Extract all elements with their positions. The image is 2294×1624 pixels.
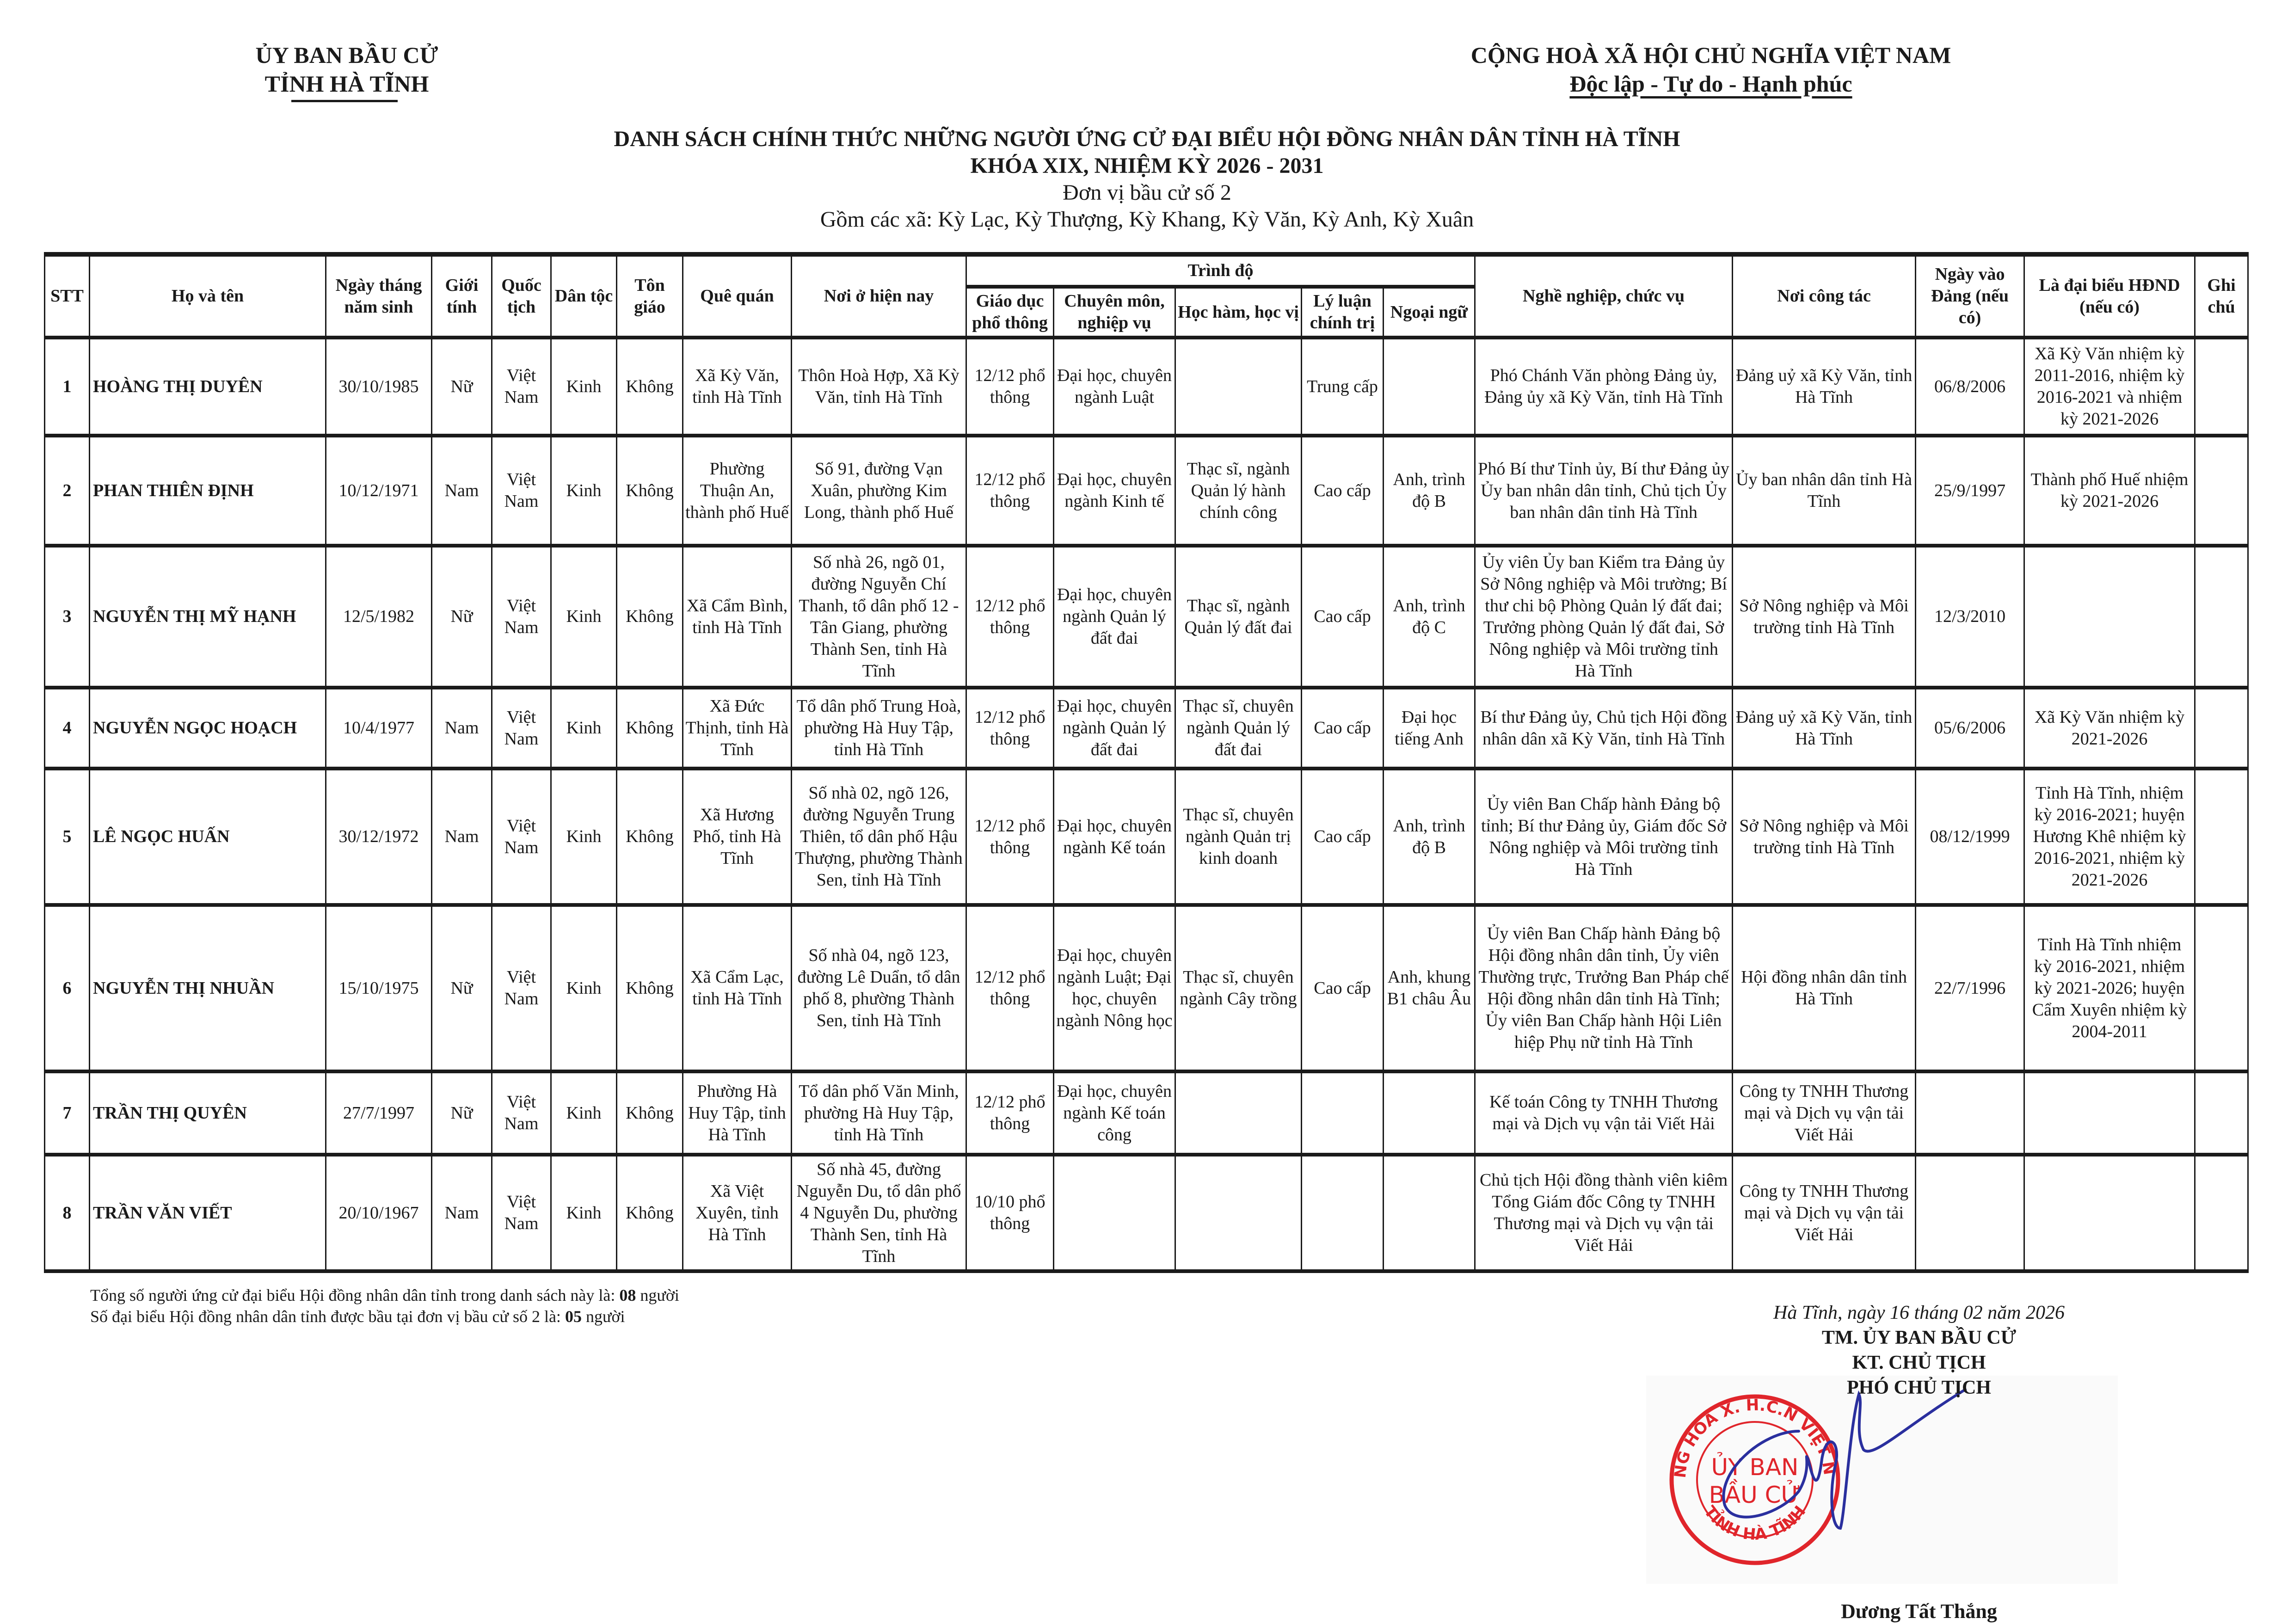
- cell-gender: Nữ: [432, 905, 492, 1071]
- cell-dob: 20/10/1967: [326, 1155, 432, 1271]
- seats-count: 05: [565, 1307, 582, 1326]
- col-hdnd: Là đại biểu HĐND (nếu có): [2024, 254, 2195, 338]
- cell-language: [1384, 338, 1475, 436]
- cell-residence: Số nhà 04, ngõ 123, đường Lê Duẩn, tổ dân phố 8, phường Thành Sen, tỉnh Hà Tĩnh: [792, 905, 966, 1071]
- col-note: Ghi chú: [2195, 254, 2248, 338]
- cell-dob: 30/12/1972: [326, 769, 432, 905]
- cell-gender: Nam: [432, 688, 492, 769]
- cell-note: [2195, 1155, 2248, 1271]
- cell-professional: Đại học, chuyên ngành Luật: [1054, 338, 1175, 436]
- col-workplace: Nơi công tác: [1733, 254, 1916, 338]
- cell-hdnd: [2024, 1071, 2195, 1155]
- cell-degree: Thạc sĩ, chuyên ngành Cây trồng: [1175, 905, 1302, 1071]
- cell-party-date: 22/7/1996: [1916, 905, 2024, 1071]
- cell-workplace: Công ty TNHH Thương mại và Dịch vụ vận tải Viết Hải: [1733, 1155, 1916, 1271]
- svg-text:BẦU CỬ: BẦU CỬ: [1709, 1482, 1801, 1508]
- table-row: [45, 1071, 2248, 1155]
- cell-note: [2195, 688, 2248, 769]
- cell-professional: Đại học, chuyên ngành Quản lý đất đai: [1054, 546, 1175, 688]
- cell-hdnd: Tỉnh Hà Tĩnh nhiệm kỳ 2016-2021, nhiệm kỳ 2021-2026; huyện Cẩm Xuyên nhiệm kỳ 2004-2011: [2024, 905, 2195, 1071]
- cell-nationality: Việt Nam: [492, 546, 551, 688]
- cell-workplace: Đảng uỷ xã Kỳ Văn, tỉnh Hà Tĩnh: [1733, 688, 1916, 769]
- cell-religion: Không: [617, 546, 683, 688]
- motto: Độc lập - Tự do - Hạnh phúc: [1569, 71, 1852, 97]
- table-row: [45, 688, 2248, 769]
- cell-gender: Nữ: [432, 338, 492, 436]
- cell-ethnicity: Kinh: [551, 1071, 617, 1155]
- col-gender: Giới tính: [432, 254, 492, 338]
- cell-religion: Không: [617, 905, 683, 1071]
- cell-hometown: Xã Cẩm Lạc, tỉnh Hà Tĩnh: [683, 905, 792, 1071]
- col-nationality: Quốc tịch: [492, 254, 551, 338]
- cell-general-edu: 12/12 phổ thông: [966, 688, 1054, 769]
- document-title: [0, 126, 2294, 233]
- cell-stt: 6: [45, 905, 90, 1071]
- col-party-date: Ngày vào Đảng (nếu có): [1916, 254, 2024, 338]
- cell-workplace: Sở Nông nghiệp và Môi trường tỉnh Hà Tĩnh: [1733, 546, 1916, 688]
- col-name: Họ và tên: [90, 254, 326, 338]
- col-professional: Chuyên môn, nghiệp vụ: [1054, 287, 1175, 338]
- cell-religion: Không: [617, 338, 683, 436]
- candidate-table: [44, 252, 2249, 1273]
- col-degree: Học hàm, học vị: [1175, 287, 1302, 338]
- country-name: CỘNG HOÀ XÃ HỘI CHỦ NGHĨA VIỆT NAM: [1470, 42, 1951, 68]
- svg-text:CỘNG HÒA X. H.C.N VIỆT NAM: NG HÒA X. H.C.N VIỆT N: [1671, 1396, 1839, 1479]
- cell-language: Đại học tiếng Anh: [1384, 688, 1475, 769]
- cell-hdnd: Thành phố Huế nhiệm kỳ 2021-2026: [2024, 436, 2195, 546]
- title-line2: KHÓA XIX, NHIỆM KỲ 2026 - 2031: [970, 154, 1324, 178]
- cell-nationality: Việt Nam: [492, 1155, 551, 1271]
- authority-underline: [291, 100, 398, 102]
- table-row: [45, 436, 2248, 546]
- signing-date: Hà Tĩnh, ngày 16 tháng 02 năm 2026: [1773, 1302, 2065, 1323]
- cell-occupation: Ủy viên Ban Chấp hành Đảng bộ tỉnh; Bí thư Đảng ủy, Giám đốc Sở Nông nghiệp và Môi trường tỉnh Hà Tĩnh: [1475, 769, 1733, 905]
- cell-stt: 7: [45, 1071, 90, 1155]
- table-row: [45, 546, 2248, 688]
- cell-ethnicity: Kinh: [551, 769, 617, 905]
- cell-party-date: [1916, 1071, 2024, 1155]
- cell-residence: Tổ dân phố Trung Hoà, phường Hà Huy Tập, tỉnh Hà Tĩnh: [792, 688, 966, 769]
- cell-name: LÊ NGỌC HUẤN: [90, 769, 326, 905]
- table-row: [45, 905, 2248, 1071]
- authority-line1: ỦY BAN BẦU CỬ: [255, 42, 438, 68]
- cell-language: Anh, trình độ B: [1384, 769, 1475, 905]
- cell-political: Trung cấp: [1302, 338, 1384, 436]
- national-motto: [1410, 41, 2011, 98]
- cell-name: HOÀNG THỊ DUYÊN: [90, 338, 326, 436]
- cell-political: Cao cấp: [1302, 769, 1384, 905]
- cell-nationality: Việt Nam: [492, 1071, 551, 1155]
- cell-hdnd: [2024, 546, 2195, 688]
- cell-hdnd: Xã Kỳ Văn nhiệm kỳ 2021-2026: [2024, 688, 2195, 769]
- cell-general-edu: 10/10 phổ thông: [966, 1155, 1054, 1271]
- cell-hdnd: [2024, 1155, 2195, 1271]
- table-row: [45, 769, 2248, 905]
- col-occupation: Nghề nghiệp, chức vụ: [1475, 254, 1733, 338]
- cell-hdnd: Tỉnh Hà Tĩnh, nhiệm kỳ 2016-2021; huyện Hương Khê nhiệm kỳ 2016-2021, nhiệm kỳ 2021-2026: [2024, 769, 2195, 905]
- cell-professional: Đại học, chuyên ngành Kinh tế: [1054, 436, 1175, 546]
- cell-degree: Thạc sĩ, ngành Quản lý hành chính công: [1175, 436, 1302, 546]
- cell-residence: Tổ dân phố Văn Minh, phường Hà Huy Tập, tỉnh Hà Tĩnh: [792, 1071, 966, 1155]
- cell-occupation: Ủy viên Ủy ban Kiểm tra Đảng ủy Sở Nông nghiệp và Môi trường; Bí thư chi bộ Phòng Quản lý đất đai; Trưởng phòng Quản lý đất đai, Sở Nông nghiệp và Môi trường tỉnh Hà Tĩnh: [1475, 546, 1733, 688]
- total-candidates: 08: [619, 1286, 636, 1304]
- cell-residence: Thôn Hoà Hợp, Xã Kỳ Văn, tỉnh Hà Tĩnh: [792, 338, 966, 436]
- signer-name: Dương Tất Thắng: [1841, 1600, 1997, 1623]
- cell-name: TRẦN THỊ QUYÊN: [90, 1071, 326, 1155]
- cell-name: NGUYỄN THỊ NHUẦN: [90, 905, 326, 1071]
- cell-dob: 10/12/1971: [326, 436, 432, 546]
- cell-hometown: Phường Thuận An, thành phố Huế: [683, 436, 792, 546]
- cell-political: Cao cấp: [1302, 688, 1384, 769]
- cell-language: Anh, trình độ B: [1384, 436, 1475, 546]
- cell-religion: Không: [617, 688, 683, 769]
- cell-degree: [1175, 1071, 1302, 1155]
- cell-name: NGUYỄN THỊ MỸ HẠNH: [90, 546, 326, 688]
- table-row: [45, 1155, 2248, 1271]
- cell-gender: Nữ: [432, 546, 492, 688]
- cell-general-edu: 12/12 phổ thông: [966, 436, 1054, 546]
- cell-party-date: 25/9/1997: [1916, 436, 2024, 546]
- title-line4: Gồm các xã: Kỳ Lạc, Kỳ Thượng, Kỳ Khang, Kỳ Văn, Kỳ Anh, Kỳ Xuân: [820, 207, 1474, 232]
- cell-party-date: 06/8/2006: [1916, 338, 2024, 436]
- cell-stt: 5: [45, 769, 90, 905]
- cell-note: [2195, 905, 2248, 1071]
- cell-religion: Không: [617, 1071, 683, 1155]
- cell-dob: 15/10/1975: [326, 905, 432, 1071]
- cell-workplace: Hội đồng nhân dân tỉnh Hà Tĩnh: [1733, 905, 1916, 1071]
- cell-residence: Số 91, đường Vạn Xuân, phường Kim Long, thành phố Huế: [792, 436, 966, 546]
- cell-stt: 1: [45, 338, 90, 436]
- cell-general-edu: 12/12 phổ thông: [966, 338, 1054, 436]
- signer-role-3: PHÓ CHỦ TỊCH: [1847, 1377, 1991, 1398]
- authority-line2: TỈNH HÀ TĨNH: [264, 71, 429, 97]
- cell-degree: [1175, 1155, 1302, 1271]
- cell-workplace: Đảng uỷ xã Kỳ Văn, tỉnh Hà Tĩnh: [1733, 338, 1916, 436]
- cell-professional: Đại học, chuyên ngành Luật; Đại học, chuyên ngành Nông học: [1054, 905, 1175, 1071]
- col-education-group: Trình độ: [966, 254, 1475, 287]
- cell-ethnicity: Kinh: [551, 436, 617, 546]
- cell-occupation: Kế toán Công ty TNHH Thương mại và Dịch vụ vận tải Viết Hải: [1475, 1071, 1733, 1155]
- cell-nationality: Việt Nam: [492, 338, 551, 436]
- col-ethnicity: Dân tộc: [551, 254, 617, 338]
- cell-language: [1384, 1155, 1475, 1271]
- cell-general-edu: 12/12 phổ thông: [966, 1071, 1054, 1155]
- col-general-edu: Giáo dục phổ thông: [966, 287, 1054, 338]
- cell-general-edu: 12/12 phổ thông: [966, 546, 1054, 688]
- issuing-authority: [185, 41, 509, 98]
- summary-seats: Số đại biểu Hội đồng nhân dân tỉnh được bầu tại đơn vị bầu cử số 2 là: 05 người: [90, 1307, 625, 1326]
- cell-occupation: Phó Bí thư Tỉnh ủy, Bí thư Đảng ủy Ủy ban nhân dân tỉnh, Chủ tịch Ủy ban nhân dân tỉnh Hà Tĩnh: [1475, 436, 1733, 546]
- signature-block: [1665, 1300, 2173, 1624]
- cell-name: PHAN THIÊN ĐỊNH: [90, 436, 326, 546]
- col-language: Ngoại ngữ: [1384, 287, 1475, 338]
- cell-occupation: Chủ tịch Hội đồng thành viên kiêm Tổng Giám đốc Công ty TNHH Thương mại và Dịch vụ vận tải Viết Hải: [1475, 1155, 1733, 1271]
- cell-political: [1302, 1071, 1384, 1155]
- cell-party-date: 12/3/2010: [1916, 546, 2024, 688]
- cell-nationality: Việt Nam: [492, 436, 551, 546]
- cell-note: [2195, 546, 2248, 688]
- cell-stt: 2: [45, 436, 90, 546]
- cell-professional: Đại học, chuyên ngành Kế toán công: [1054, 1071, 1175, 1155]
- cell-professional: Đại học, chuyên ngành Kế toán: [1054, 769, 1175, 905]
- cell-gender: Nam: [432, 769, 492, 905]
- cell-language: Anh, khung B1 châu Âu: [1384, 905, 1475, 1071]
- summary-total: Tổng số người ứng cử đại biểu Hội đồng nhân dân tỉnh trong danh sách này là: 08 người: [90, 1286, 679, 1304]
- cell-general-edu: 12/12 phổ thông: [966, 769, 1054, 905]
- cell-general-edu: 12/12 phổ thông: [966, 905, 1054, 1071]
- cell-stt: 8: [45, 1155, 90, 1271]
- cell-nationality: Việt Nam: [492, 905, 551, 1071]
- cell-ethnicity: Kinh: [551, 338, 617, 436]
- cell-note: [2195, 338, 2248, 436]
- cell-ethnicity: Kinh: [551, 1155, 617, 1271]
- cell-religion: Không: [617, 436, 683, 546]
- cell-residence: Số nhà 26, ngõ 01, đường Nguyễn Chí Thanh, tổ dân phố 12 - Tân Giang, phường Thành Sen, tỉnh Hà Tĩnh: [792, 546, 966, 688]
- cell-gender: Nam: [432, 436, 492, 546]
- cell-degree: [1175, 338, 1302, 436]
- title-line1: DANH SÁCH CHÍNH THỨC NHỮNG NGƯỜI ỨNG CỬ ĐẠI BIỂU HỘI ĐỒNG NHÂN DÂN TỈNH HÀ TĨNH: [614, 127, 1680, 151]
- cell-ethnicity: Kinh: [551, 905, 617, 1071]
- cell-party-date: 08/12/1999: [1916, 769, 2024, 905]
- cell-religion: Không: [617, 769, 683, 905]
- cell-dob: 30/10/1985: [326, 338, 432, 436]
- cell-hometown: Xã Đức Thịnh, tỉnh Hà Tĩnh: [683, 688, 792, 769]
- cell-name: NGUYỄN NGỌC HOẠCH: [90, 688, 326, 769]
- summary: [90, 1285, 679, 1327]
- cell-political: Cao cấp: [1302, 546, 1384, 688]
- cell-hometown: Xã Việt Xuyên, tỉnh Hà Tĩnh: [683, 1155, 792, 1271]
- cell-nationality: Việt Nam: [492, 769, 551, 905]
- cell-degree: Thạc sĩ, chuyên ngành Quản lý đất đai: [1175, 688, 1302, 769]
- cell-hometown: Xã Kỳ Văn, tỉnh Hà Tĩnh: [683, 338, 792, 436]
- cell-dob: 10/4/1977: [326, 688, 432, 769]
- cell-note: [2195, 436, 2248, 546]
- cell-residence: Số nhà 02, ngõ 126, đường Nguyễn Trung Thiên, tổ dân phố Hậu Thượng, phường Thành Sen, tỉnh Hà Tĩnh: [792, 769, 966, 905]
- col-stt: STT: [45, 254, 90, 338]
- cell-hometown: Phường Hà Huy Tập, tỉnh Hà Tĩnh: [683, 1071, 792, 1155]
- signer-role-2: KT. CHỦ TỊCH: [1852, 1352, 1986, 1373]
- cell-residence: Số nhà 45, đường Nguyễn Du, tổ dân phố 4 Nguyễn Du, phường Thành Sen, tỉnh Hà Tĩnh: [792, 1155, 966, 1271]
- svg-text:TỈNH HÀ TĨNH: TỈNH HÀ TĨNH: [1700, 1502, 1810, 1544]
- cell-ethnicity: Kinh: [551, 688, 617, 769]
- cell-hometown: Xã Cẩm Bình, tỉnh Hà Tĩnh: [683, 546, 792, 688]
- svg-text:ỦY BAN: ỦY BAN: [1711, 1454, 1799, 1481]
- cell-note: [2195, 769, 2248, 905]
- col-religion: Tôn giáo: [617, 254, 683, 338]
- cell-political: Cao cấp: [1302, 905, 1384, 1071]
- cell-language: [1384, 1071, 1475, 1155]
- cell-name: TRẦN VĂN VIẾT: [90, 1155, 326, 1271]
- cell-gender: Nữ: [432, 1071, 492, 1155]
- cell-degree: Thạc sĩ, chuyên ngành Quản trị kinh doanh: [1175, 769, 1302, 905]
- cell-nationality: Việt Nam: [492, 688, 551, 769]
- cell-workplace: Sở Nông nghiệp và Môi trường tỉnh Hà Tĩnh: [1733, 769, 1916, 905]
- cell-professional: Đại học, chuyên ngành Quản lý đất đai: [1054, 688, 1175, 769]
- title-line3: Đơn vị bầu cử số 2: [1063, 180, 1231, 205]
- cell-party-date: [1916, 1155, 2024, 1271]
- col-political: Lý luận chính trị: [1302, 287, 1384, 338]
- cell-workplace: Công ty TNHH Thương mại và Dịch vụ vận tải Viết Hải: [1733, 1071, 1916, 1155]
- cell-ethnicity: Kinh: [551, 546, 617, 688]
- col-residence: Nơi ở hiện nay: [792, 254, 966, 338]
- cell-political: [1302, 1155, 1384, 1271]
- cell-stt: 4: [45, 688, 90, 769]
- cell-workplace: Ủy ban nhân dân tỉnh Hà Tĩnh: [1733, 436, 1916, 546]
- cell-degree: Thạc sĩ, ngành Quản lý đất đai: [1175, 546, 1302, 688]
- cell-religion: Không: [617, 1155, 683, 1271]
- cell-hometown: Xã Hương Phố, tỉnh Hà Tĩnh: [683, 769, 792, 905]
- cell-dob: 27/7/1997: [326, 1071, 432, 1155]
- table-row: [45, 338, 2248, 436]
- col-hometown: Quê quán: [683, 254, 792, 338]
- cell-occupation: Ủy viên Ban Chấp hành Đảng bộ Hội đồng nhân dân tỉnh, Ủy viên Thường trực, Trưởng Ban Pháp chế Hội đồng nhân dân tỉnh Hà Tĩnh; Ủy viên Ban Chấp hành Hội Liên hiệp Phụ nữ tỉnh Hà Tĩnh: [1475, 905, 1733, 1071]
- cell-stt: 3: [45, 546, 90, 688]
- cell-occupation: Phó Chánh Văn phòng Đảng ủy, Đảng ủy xã Kỳ Văn, tỉnh Hà Tĩnh: [1475, 338, 1733, 436]
- cell-hdnd: Xã Kỳ Văn nhiệm kỳ 2011-2016, nhiệm kỳ 2016-2021 và nhiệm kỳ 2021-2026: [2024, 338, 2195, 436]
- cell-professional: [1054, 1155, 1175, 1271]
- signer-role-1: TM. ỦY BAN BẦU CỬ: [1821, 1327, 2017, 1348]
- col-dob: Ngày tháng năm sinh: [326, 254, 432, 338]
- cell-occupation: Bí thư Đảng ủy, Chủ tịch Hội đồng nhân dân xã Kỳ Văn, tỉnh Hà Tĩnh: [1475, 688, 1733, 769]
- cell-gender: Nam: [432, 1155, 492, 1271]
- cell-political: Cao cấp: [1302, 436, 1384, 546]
- cell-note: [2195, 1071, 2248, 1155]
- cell-party-date: 05/6/2006: [1916, 688, 2024, 769]
- cell-dob: 12/5/1982: [326, 546, 432, 688]
- cell-language: Anh, trình độ C: [1384, 546, 1475, 688]
